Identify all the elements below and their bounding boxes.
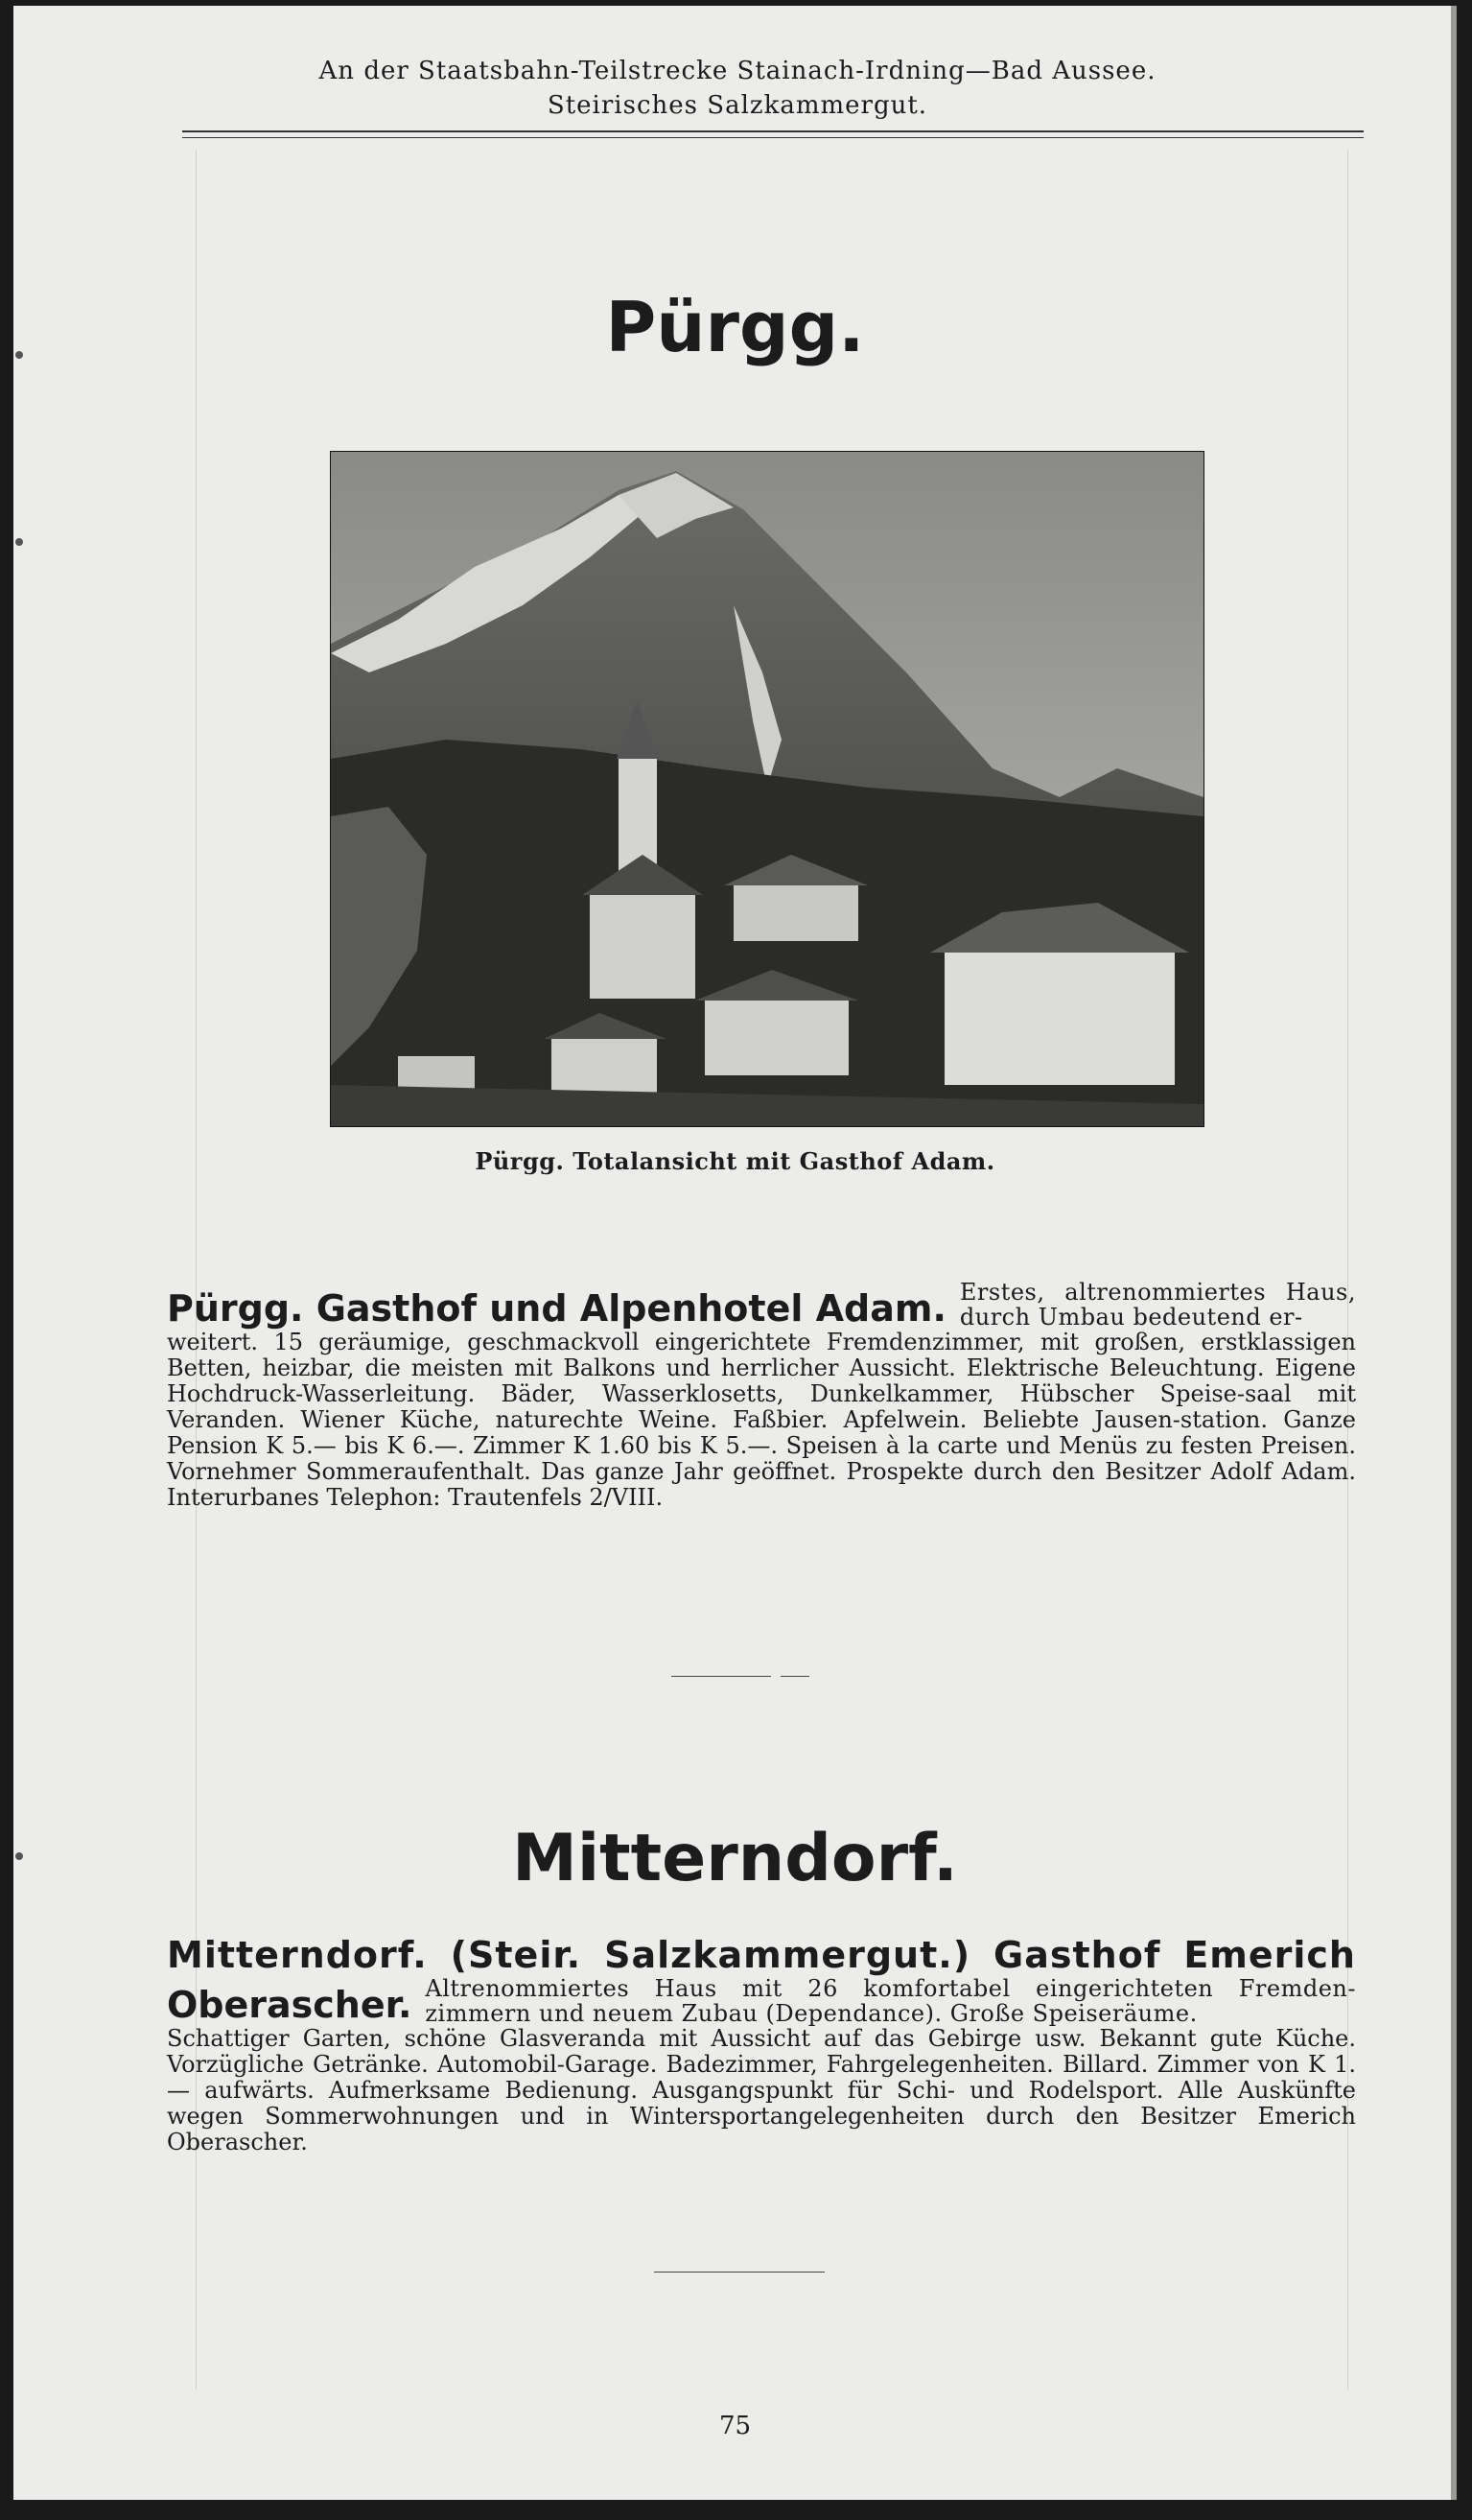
mountain-village-illustration	[331, 452, 1203, 1126]
running-head	[186, 54, 1289, 123]
running-head-line2: Steirisches Salzkammergut.	[547, 91, 928, 120]
purgg-entry-body: weitert. 15 geräumige, geschmackvoll eingerichtete Fremdenzimmer, mit großen, erstklassigen Betten, heizbar, die meisten mit Balkons und herrlicher Aussicht. Elektrische Beleuchtung. Eigene Hochdruck-Wasserleitung. Bäder, Wasserklosetts, Dunkelkammer, Hübscher Speise-saal mit Veranden. Wiener Küche, naturechte Weine. Faßbier. Apfelwein. Beliebte Jausen-station. Ganze Pension K 5.— bis K 6.—. Zimmer K 1.60 bis K 5.—. Speisen à la carte und Menüs zu festen Preisen. Vornehmer Sommeraufenthalt. Das ganze Jahr geöffnet. Prospekte durch den Besitzer Adolf Adam. Interurbanes Telephon: Trautenfels 2/VIII.	[167, 1329, 1356, 1511]
mitterndorf-entry-name: Oberascher.	[167, 1984, 412, 2026]
purgg-entry-side: Erstes, altrenommiertes Haus, durch Umbau bedeutend er-	[959, 1279, 1356, 1331]
photo-caption: Pürgg. Totalansicht mit Gasthof Adam.	[475, 1147, 995, 1175]
separator-rule	[781, 1676, 809, 1677]
page-number: 75	[718, 2412, 752, 2440]
section-title-purgg: Pürgg.	[605, 287, 865, 367]
book-page	[13, 6, 1457, 2500]
header-rule	[182, 130, 1364, 138]
purgg-entry-name: Pürgg. Gasthof und Alpenhotel Adam.	[167, 1287, 946, 1330]
separator-rule	[654, 2272, 825, 2273]
mitterndorf-entry-side: Altrenommiertes Haus mit 26 komfortabel eingerichteten Fremden-zimmern und neuem Zubau (Dependance). Große Speiseräume.	[425, 1975, 1356, 2027]
section-title-mitterndorf: Mitterndorf.	[512, 1821, 958, 1896]
separator-rule	[671, 1676, 771, 1677]
purgg-entry	[167, 1280, 1356, 1511]
binding-hole	[15, 538, 23, 546]
purgg-photo	[330, 451, 1204, 1127]
mitterndorf-entry-body: Schattiger Garten, schöne Glasveranda mit Aussicht auf das Gebirge usw. Bekannt gute Küche. Vorzügliche Getränke. Automobil-Garage. Badezimmer, Fahrgelegenheiten. Billard. Zimmer von K 1.— aufwärts. Aufmerksame Bedienung. Ausgangspunkt für Schi- und Rodelsport. Alle Auskünfte wegen Sommerwohnungen und in Wintersportangelegenheiten durch den Besitzer Emerich Oberascher.	[167, 2025, 1356, 2155]
mitterndorf-entry-heading: Mitterndorf. (Steir. Salzkammergut.) Gasthof Emerich	[167, 1934, 1356, 1976]
mitterndorf-entry	[167, 1934, 1356, 2155]
running-head-line1: An der Staatsbahn-Teilstrecke Stainach-Irdning—Bad Aussee.	[318, 57, 1157, 85]
